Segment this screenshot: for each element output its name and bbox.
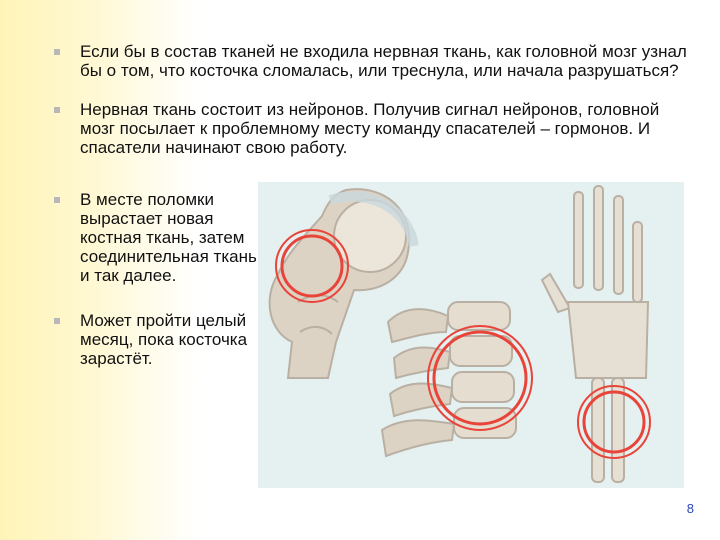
- hand-image: [542, 186, 650, 482]
- bullet-item: Нервная ткань состоит из нейронов. Получив сигнал нейронов, головной мозг посылает к проблемному месту команду спасателей – гормонов. И спасатели начинают свою работу.: [80, 100, 690, 157]
- bullet-item: В месте поломки вырастает новая костная ткань, затем соединительная ткань и так далее.: [80, 190, 260, 285]
- spine-image: [382, 302, 532, 456]
- hip-joint-image: [270, 189, 414, 378]
- bullet-item: Может пройти целый месяц, пока косточка зарастёт.: [80, 311, 260, 368]
- page-number: 8: [686, 501, 694, 516]
- bullet-item: Если бы в состав тканей не входила нервная ткань, как головной мозг узнал бы о том, что косточка сломалась, или треснула, или начала разрушаться?: [80, 42, 690, 80]
- bones-illustration: [258, 182, 684, 488]
